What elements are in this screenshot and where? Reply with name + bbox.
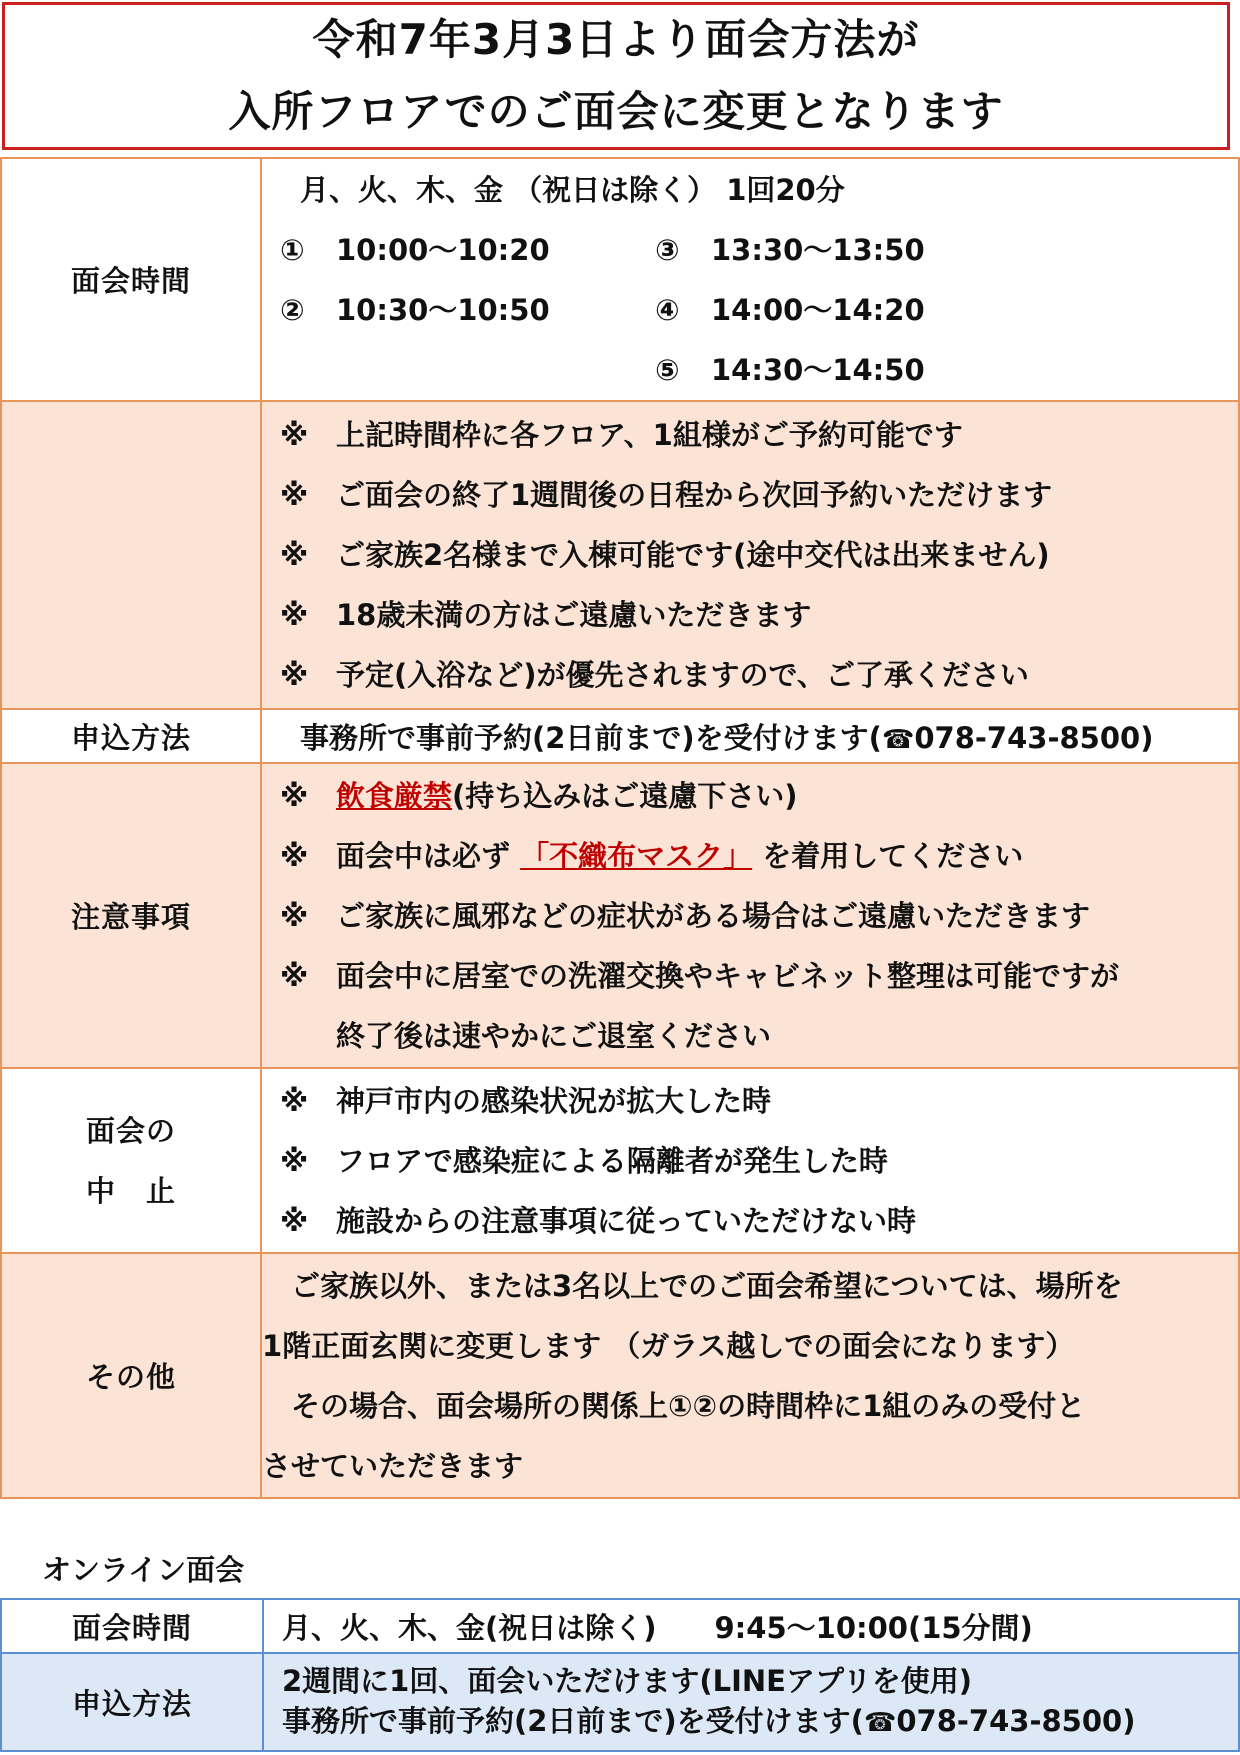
other-line: その場合、面会場所の関係上①②の時間枠に1組のみの受付と — [262, 1388, 1086, 1423]
reservation-notes-row — [1, 401, 1239, 709]
caution-item: ※ 面会中は必ず 「不織布マスク」 を着用してください — [262, 826, 1238, 886]
suspension-label: 面会の 中 止 — [1, 1068, 261, 1253]
title-banner — [2, 2, 1230, 150]
visit-time-label: 面会時間 — [1, 158, 261, 401]
other-line: 1階正面玄関に変更します （ガラス越しでの面会になります） — [262, 1328, 1075, 1363]
caution-item: ※ 飲食厳禁 (持ち込みはご遠慮下さい) — [262, 766, 1238, 826]
online-time-row — [1, 1599, 1239, 1653]
time-slot: ③ 13:30～13:50 — [655, 232, 925, 267]
no-food-warning: 飲食厳禁 — [336, 778, 453, 813]
suspension-row — [1, 1068, 1239, 1253]
cautions-row — [1, 763, 1239, 1068]
other-line: させていただきます — [262, 1448, 524, 1483]
online-application-line2: 事務所で事前予約(2日前まで)を受付けます(☎078-743-8500) — [282, 1704, 1136, 1738]
title-line-1: 令和7年3月3日より面会方法が — [312, 15, 920, 64]
note-item: ※ ご面会の終了1週間後の日程から次回予約いただけます — [280, 478, 1053, 512]
caution-item: ※ ご家族に風邪などの症状がある場合はご遠慮いただきます — [280, 898, 1091, 933]
time-slots — [262, 220, 1238, 400]
time-slot: ② 10:30～10:50 — [280, 292, 550, 327]
suspension-item: ※ 神戸市内の感染状況が拡大した時 — [280, 1083, 772, 1118]
online-time-text: 月、火、木、金(祝日は除く) 9:45～10:00(15分間) — [263, 1599, 1239, 1653]
application-phone: 078-743-8500) — [914, 720, 1154, 755]
online-time-label: 面会時間 — [1, 1599, 263, 1653]
other-label: その他 — [1, 1253, 261, 1498]
online-application-row — [1, 1653, 1239, 1751]
mask-warning: 「不織布マスク」 — [520, 838, 753, 873]
caution-item: ※ 面会中に居室での洗濯交換やキャビネット整理は可能ですが — [280, 958, 1120, 993]
suspension-item: ※ フロアで感染症による隔離者が発生した時 — [280, 1143, 888, 1178]
visit-days: 月、火、木、金 （祝日は除く） 1回20分 — [300, 172, 845, 207]
online-visit-table — [0, 1598, 1240, 1752]
time-slot: ⑤ 14:30～14:50 — [655, 352, 925, 387]
other-line: ご家族以外、または3名以上でのご面会希望については、場所を — [262, 1268, 1123, 1303]
application-text: 事務所で事前予約(2日前まで)を受付けます( — [300, 720, 882, 755]
visit-info-table — [0, 157, 1240, 1499]
phone-icon: ☎ — [881, 724, 915, 755]
note-item: ※ 18歳未満の方はご遠慮いただきます — [280, 598, 812, 632]
application-row — [1, 709, 1239, 763]
visit-time-row — [1, 158, 1239, 401]
suspension-item: ※ 施設からの注意事項に従っていただけない時 — [280, 1203, 917, 1238]
online-visit-title: オンライン面会 — [42, 1553, 245, 1587]
phone-icon: ☎ — [863, 1708, 897, 1738]
time-slot: ④ 14:00～14:20 — [655, 292, 925, 327]
other-row — [1, 1253, 1239, 1498]
caution-item-continued: 終了後は速やかにご退室ください — [336, 1018, 772, 1053]
cautions-label: 注意事項 — [1, 763, 261, 1068]
time-slot-empty — [262, 340, 637, 400]
time-slot: ① 10:00～10:20 — [280, 232, 550, 267]
note-item: ※ 上記時間枠に各フロア、1組様がご予約可能です — [280, 418, 963, 452]
title-line-2: 入所フロアでのご面会に変更となります — [228, 87, 1004, 136]
application-label: 申込方法 — [1, 709, 261, 763]
note-item: ※ ご家族2名様まで入棟可能です(途中交代は出来ません) — [280, 538, 1050, 572]
online-application-line1: 2週間に1回、面会いただけます(LINEアプリを使用) — [282, 1664, 973, 1698]
note-item: ※ 予定(入浴など)が優先されますので、ご了承ください — [280, 658, 1029, 692]
online-application-label: 申込方法 — [1, 1653, 263, 1751]
